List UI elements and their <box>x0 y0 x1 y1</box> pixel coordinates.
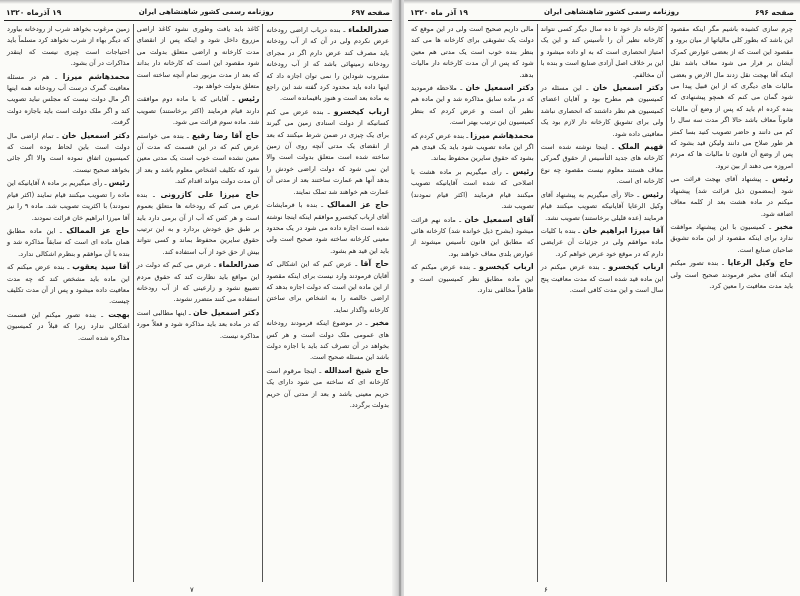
speech-text: ـ بنده عرض می کنم که رودخانه ها متعلق بعموم است و هر کس که آب از آن برمی دارد باید بر طبق حق خودش بردارد و به این ترتیب حقوق سایرین محفوظ بماند و کسی نتواند بیش از حق خود از آب استفاده کند. <box>136 190 260 256</box>
speech-text: ـ ملاحظه فرمودید که در ماده سابق مذاکره شد و این ماده هم نظیر آن است و عرض کردم که بنظر کمیسیون این ترتیب بهتر است. <box>410 84 534 127</box>
speech-paragraph <box>541 189 664 224</box>
speaker-name: محمدهاشم میرزا <box>62 71 130 81</box>
speaker-name: محمدهاشم میرزا <box>470 130 534 140</box>
speech-paragraph <box>7 177 130 224</box>
speaker-name: رئیس <box>642 189 664 199</box>
speech-text: ـ پیشنهاد آقای بهجت قرائت می شود (بمضمون ذیل قرائت شد) پیشنهاد میکنم در ماده هشت بعد از کلمه معاف اضافه شود. <box>670 175 793 218</box>
speech-paragraph <box>670 24 793 172</box>
speaker-name: فهیم الملک <box>618 142 664 152</box>
speech-text: ـ تمام اراضی مال دولت است باین لحاظ بوده است که کمیسیون اتفاق نموده است والا اگر جائی بخواهد صحیح نیست. <box>6 131 130 174</box>
folio: ۷ <box>190 586 194 594</box>
speech-paragraph <box>411 24 534 81</box>
speech-paragraph <box>137 259 260 306</box>
speech-paragraph <box>7 71 130 129</box>
speaker-name: حاج شیخ اسدالله <box>324 365 389 375</box>
speaker-name: دکتر اسمعیل خان <box>193 307 260 317</box>
speaker-name: حاج آقا رضا رفیع <box>191 130 260 140</box>
speaker-name: مخبر <box>775 221 793 231</box>
speech-paragraph <box>137 93 260 128</box>
speech-paragraph <box>266 258 389 316</box>
speech-text: ـ بنده با فرمایشات آقای ارباب کیخسرو موافقم اینکه اینجا نوشته شده است اجازه داده می شود در یک محدود معینی کارخانه ساخته شود صحیح است ولی باید این قید هم بشود. <box>266 201 389 255</box>
speaker-name: ارباب کیخسرو <box>333 106 389 116</box>
header-rule <box>408 20 796 21</box>
speaker-name: رئیس <box>238 94 260 104</box>
speech-paragraph <box>411 214 534 261</box>
speech-text: ـ آقایانی که با ماده دوم موافقت دارند قیام فرمایند (اکثر برخاستند) تصویب شد. ماده سوم قرائت می شود. <box>136 95 260 127</box>
speaker-name: آقا میرزا ابراهیم خان <box>582 225 664 235</box>
speech-text: ـ اینجا مرقوم است کارخانه ای که ساخته می شود دارای یک حریم معینی باشد و بعد از مدتی آن حریم بدولت برگردد. <box>266 366 389 409</box>
speech-text: ـ بنده عرض میکنم در این ماده قید شده است که مدت معافیت پنج سال است و این مدت کافی است. <box>540 263 664 294</box>
speaker-name: صدرالعلماء <box>348 25 389 34</box>
newspaper-title: روزنامه رسمی کشور شاهنشاهی ایران <box>138 8 274 16</box>
speech-paragraph <box>541 24 664 81</box>
speaker-name: حاج وکیل الرعایا <box>727 258 793 268</box>
speech-paragraph <box>137 24 260 92</box>
speaker-name: رئیس <box>512 166 534 176</box>
speech-text: ـ رأی میگیریم بر ماده هشت با اصلاحی که شده است آقایانیکه تصویب میکنند قیام فرمایند (اکثر قیام نمودند) تصویب شد. <box>410 167 534 211</box>
speech-paragraph <box>411 130 534 165</box>
speech-paragraph <box>266 106 389 198</box>
speaker-name: رئیس <box>108 178 130 188</box>
speech-text: ـ بنده تصور میکنم اینکه آقای مخبر فرمودند صحیح است ولی باید مدت معافیت را معین کرد. <box>670 259 793 290</box>
speech-text: ـ بنده عرض میکنم که این ماده باید مشخص کند که چه مدت معافیت داده میشود و پس از آن مدت تکلیف چیست. <box>6 263 130 306</box>
speech-text: کاغذ باید یافت وطوری نشود کاغذ اراضی مزروع داخل شود و اینکه پس از انقضای مدت کارخانه و اراضی متعلق بدولت می شود مقصود این است که کارخانه دار بداند که بعد از مدت مزبور تمام آنچه ساخته است متعلق بدولت خواهد بود. <box>136 25 260 91</box>
speaker-name: آقا سید یعقوب <box>72 262 130 272</box>
speech-paragraph <box>541 141 664 188</box>
speech-text: ـ عرض کنم که این اشکالی که آقایان فرمودند وارد نیست برای اینکه مقصود از این ماده این است که دولت اجازه بدهد که اراضی خالصه را به اشخاص برای ساختن کارخانه واگذار نماید. <box>266 260 389 314</box>
speech-paragraph <box>266 199 389 257</box>
text-column <box>408 24 537 582</box>
speech-text: ـ ماده نهم قرائت میشود (بشرح ذیل خوانده شد) کارخانه هائی که مطابق این قانون تأسیس میشوند از عوارض بلدی معاف خواهند بود. <box>410 215 534 258</box>
text-column <box>537 24 667 582</box>
speaker-name: دکتر اسمعیل خان <box>592 83 664 93</box>
speech-text: ـ عرض می کنم که دولت در این مواقع باید نظارت کند که حقوق مردم تضییع نشود و زارعینی که از آب رودخانه استفاده می کنند متضرر نشوند. <box>136 261 260 304</box>
speech-text: چرم سازی کشیده باشیم مگر اینکه مقصود این باشد که بطور کلی مالیاتها از میان برود و مقصود این است که از بعضی عوارض کمرک آیشان بر قرار می شود معاف باشد نقل اینکه آقا بهجت نقل زدند مال الارض و بعضی مالیات های دیگری که از این قبیل پیدا می شود گمان می کنم که همچو پیشنهادی که بنده کرده ام باید که پس از وضع آن مالیات قانوناً معاف باشد حالا اگر مدت سه سال را کم می دانند و حاضر تصویب کنید بسا کمتر هر طور صلاح می دانند ولیکن قید بشود که پس از وضع آن قانون تا مالیات ها که مردم امروزه می دهند از بین نرود. <box>670 25 793 170</box>
speech-paragraph <box>411 261 534 296</box>
page-number: صفحه ۶۹۶ <box>755 7 794 17</box>
issue-date: ۱۹ آذر ماه ۱۳۲۰ <box>410 7 468 17</box>
speech-paragraph <box>411 166 534 213</box>
speech-text: ـ این ماده مطابق همان ماده ای است که سابقاً مذاکره شد و بنده با آن موافقم و بنظرم اشکالی ندارد. <box>6 226 130 258</box>
speaker-name: ارباب کیخسرو <box>608 262 664 272</box>
speech-text: ـ بنده تصور میکنم این قسمت اشکالی ندارد زیرا که قبلاً در کمیسیون مذاکره شده است. <box>6 310 130 342</box>
right-page <box>404 0 800 596</box>
speech-text: ـ بنده عرض میکنم که این ماده مطابق نظر کمیسیون است و ظاهراً مخالفی ندارد. <box>410 263 534 294</box>
speech-text: ـ حالا رأی میگیریم به پیشنهاد آقای وکیل الرعایا آقایانیکه تصویب میکنند قیام فرمایند (عده قلیلی برخاستند) تصویب نشد. <box>540 190 664 222</box>
page-header <box>410 6 794 18</box>
columns <box>408 24 796 582</box>
speech-text: ـ رأی میگیریم بر ماده ۸ آقایانیکه این ماده را تصویب میکنند قیام نمایند (اکثر قیام نمودند) با اکثریت تصویب شد. ماده ۹ را نیز آقا میرزا ابراهیم خان قرائت نمودند. <box>6 179 130 222</box>
speech-text: ـ کمیسیون با این پیشنهاد موافقت ندارد برای اینکه مقصود از این ماده تشویق صاحبان صنایع است. <box>670 222 793 254</box>
speech-text: ـ بنده عرض کردم که اگر این ماده تصویب شود باید یک قیدی هم بشود که حقوق سایرین محفوظ بماند. <box>410 131 534 163</box>
text-column <box>133 24 263 582</box>
issue-date: ۱۹ آذرماه ۱۳۲۰ <box>6 7 62 17</box>
speech-paragraph <box>266 365 389 412</box>
speaker-name: دکتر اسمعیل خان <box>61 130 130 140</box>
speech-paragraph <box>541 225 664 260</box>
scan-shadow <box>404 0 800 4</box>
speech-text: ـ هم در مسئله معافیت گمرک درست آب رودخانه همه اینها اگر مال دولت نیست که مجلس نباید تصویب کند و اگر ملک دولت است باید باجازه دولت گرفت. <box>6 72 130 127</box>
speech-text: ـ در موضوع اینکه فرمودند رودخانه های عمومی ملک دولت است و هر کس بخواهد در آن تصرف کند باید با اجازه دولت باشد این مسئله صحیح است. <box>266 319 389 362</box>
speech-paragraph <box>137 189 260 258</box>
speech-paragraph <box>7 261 130 308</box>
speech-paragraph <box>670 257 793 292</box>
speech-paragraph <box>411 82 534 129</box>
speech-paragraph <box>7 309 130 344</box>
speaker-name: بهجت <box>108 309 130 319</box>
speech-text: ـ این مسئله در کمیسیون هم مطرح بود و آقایان اعضای کمیسیون هم نظر داشتند که انحصاری نباشد ولی برای تشویق کارخانه دار لازم بود یک معافیتی داده شود. <box>540 84 664 138</box>
text-column <box>4 24 133 582</box>
speaker-name: حاج آقا <box>360 259 389 269</box>
speech-paragraph <box>7 130 130 177</box>
speech-text: ـ اینجا نوشته شده است کارخانه های جدید التأسیس از حقوق گمرکی معاف هستند معلوم نیست مقصود چه نوع کارخانه ای است. <box>540 143 664 186</box>
scan-shadow <box>0 0 396 4</box>
text-column <box>666 24 796 582</box>
speaker-name: رئیس <box>771 174 793 184</box>
text-column <box>262 24 392 582</box>
speaker-name: حاج میرزا علی کازرونی <box>160 189 260 199</box>
speaker-name: حاج عز الممالک <box>327 200 389 210</box>
speech-paragraph <box>137 307 260 342</box>
speech-paragraph <box>670 221 793 256</box>
folio: ۶ <box>544 586 548 594</box>
speech-text: ـ بنده عرض می کنم کسانیکه از دولت اسنادی زمین می گیرند برای یک چیزی در ضمن شرط میکنند که بعد از انقضای یک مدتی آنچه روی آن زمین ساخته شده است متعلق بدولت است والا این نمی شود که دولت اراضی خودش را بدهد آنها هم عمارت ساختند بعد از مدتی آن عمارت هم خواهند شد تملک نمایند. <box>266 107 389 196</box>
speech-text: کارخانه دار خود تا ده سال دیگر کسی نتواند کارخانه نظیر آن را تأسیس کند و این یک امتیاز انحصاری است که به او داده میشود و این بر خلاف اصل آزادی صنایع است و بنده با آن مخالفم. <box>540 25 664 79</box>
page-header <box>6 6 390 18</box>
speech-paragraph <box>541 261 664 296</box>
speaker-name: دکتر اسمعیل خان <box>465 83 534 93</box>
speech-text: ـ بنده درباب اراضی رودخانه عرض نکردم ولی در آن که از آب رودخانه باید مصرف کند عرض دارم اگر در مجرای رودخانه زمینهائی باشد که از آب رودخانه مشروب شوداین را نمی توان اجازه داد که اینها داده باید محدود کرد گفته شد این راجع به ماده بعد است و هنوز باقیمانده است. <box>266 26 389 103</box>
header-rule <box>4 20 392 21</box>
page-number: صفحه ۶۹۷ <box>351 7 390 17</box>
speech-text: مالی داریم صحیح است ولی در این موقع که دولت یک تشویقی برای کارخانه ها می کند بنظر بنده خوب است یک مدتی هم معین شود که پس از آن مدت کارخانه دار مالیات بدهد. <box>410 25 534 79</box>
speaker-name: صدرالعلماء <box>218 260 260 270</box>
speech-text: زمین مرغوب بخواهد شرب از رودخانه بیاورد که دیگر بهاء از شرب نخواهد کرد مسلماً باید احتیاجات است چیزی نیست که اینقدر مذاکرات در آن بشود. <box>6 25 130 68</box>
speech-text: ـ اینها مطالبی است که در ماده بعد باید مذاکره شود و فعلاً مورد مذاکره نیست. <box>136 308 260 340</box>
speech-paragraph <box>541 82 664 140</box>
speech-paragraph <box>670 173 793 220</box>
speech-text: ـ بنده با کلیات ماده موافقم ولی در جزئیات آن عرایضی دارم که در موقع خود عرض خواهم کرد. <box>540 226 664 258</box>
speech-paragraph <box>7 225 130 260</box>
speaker-name: حاج عز الممالک <box>66 225 130 235</box>
speaker-name: آقای اسمعیل خان <box>464 214 534 224</box>
speech-paragraph <box>266 24 389 105</box>
speech-text: ـ بنده می خواستم عرض کنم که در این قسمت که مدت آن معین نشده است خوب است یک مدتی معین شود که تکلیف اشخاص معلوم باشد و بعد از آن مدت دولت بتواند اقدام کند. <box>136 131 260 186</box>
speech-paragraph <box>7 24 130 70</box>
columns <box>4 24 392 582</box>
speaker-name: ارباب کیخسرو <box>479 262 534 272</box>
left-page <box>0 0 396 596</box>
newspaper-title: روزنامه رسمی کشور شاهنشاهی ایران <box>544 8 679 16</box>
speech-paragraph <box>266 317 389 364</box>
speech-paragraph <box>137 130 260 188</box>
speaker-name: مخبر <box>371 318 389 328</box>
